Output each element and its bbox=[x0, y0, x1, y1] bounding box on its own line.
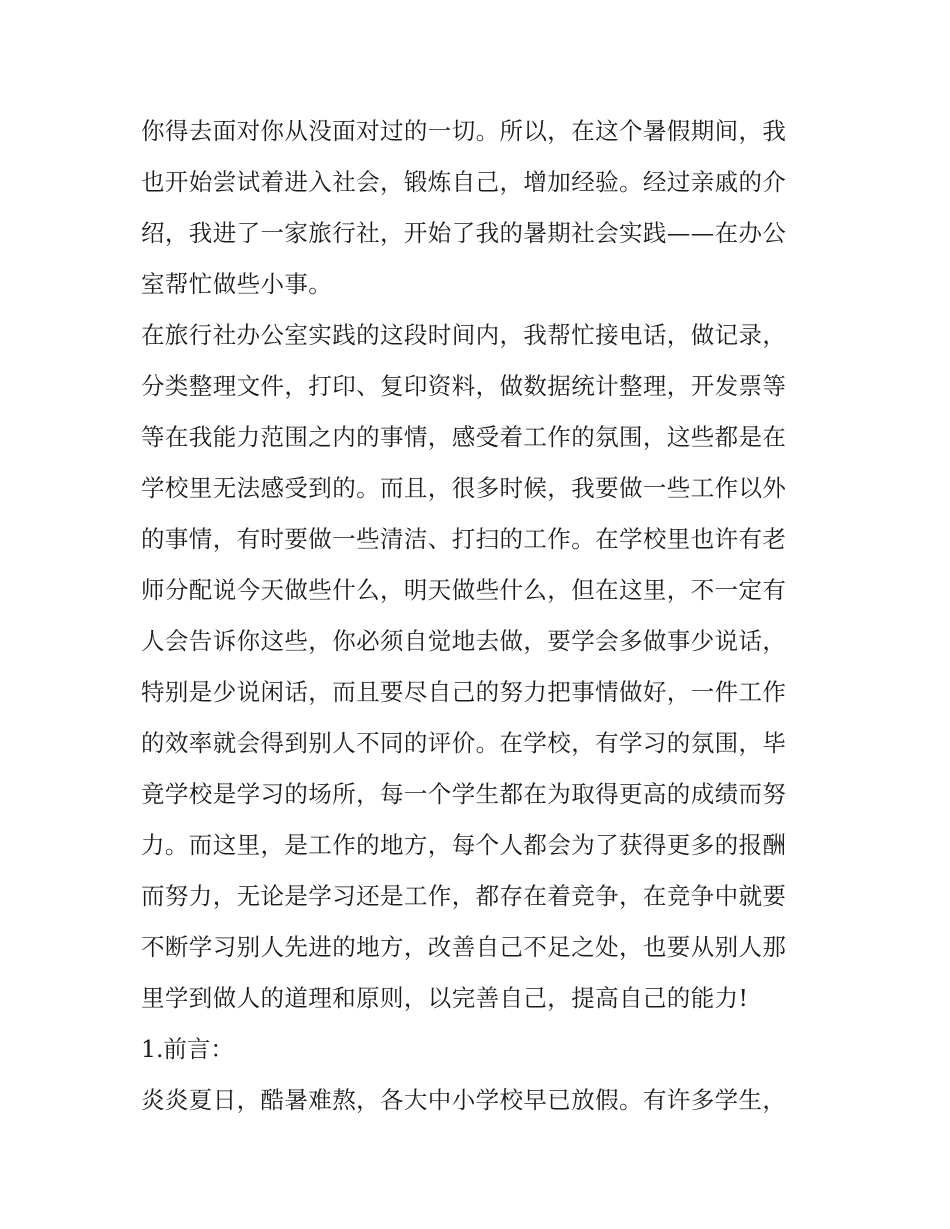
text-line: 室帮忙做些小事。 bbox=[141, 270, 333, 298]
text-line: 不断学习别人先进的地方，改善自己不足之处，也要从别人那 bbox=[141, 933, 787, 961]
text-line: 在旅行社办公室实践的这段时间内，我帮忙接电话，做记录， bbox=[141, 321, 787, 349]
text-line: 也开始尝试着进入社会，锻炼自己，增加经验。经过亲戚的介 bbox=[141, 168, 787, 196]
text-line: 的效率就会得到别人不同的评价。在学校，有学习的氛围，毕 bbox=[141, 729, 787, 757]
document-body bbox=[141, 106, 813, 1126]
section-heading: 1.前言： bbox=[141, 1035, 234, 1063]
text-line: 人会告诉你这些，你必须自觉地去做，要学会多做事少说话， bbox=[141, 627, 787, 655]
text-line: 竟学校是学习的场所，每一个学生都在为取得更高的成绩而努 bbox=[141, 780, 787, 808]
text-line: 而努力，无论是学习还是工作，都存在着竞争，在竞争中就要 bbox=[141, 882, 787, 910]
text-line: 学校里无法感受到的。而且，很多时候，我要做一些工作以外 bbox=[141, 474, 787, 502]
text-line: 分类整理文件，打印、复印资料，做数据统计整理，开发票等 bbox=[141, 372, 787, 400]
text-line: 炎炎夏日，酷暑难熬，各大中小学校早已放假。有许多学生， bbox=[141, 1086, 787, 1114]
text-line: 里学到做人的道理和原则，以完善自己，提高自己的能力! bbox=[141, 984, 749, 1012]
text-line: 特别是少说闲话，而且要尽自己的努力把事情做好，一件工作 bbox=[141, 678, 787, 706]
text-line: 等在我能力范围之内的事情，感受着工作的氛围，这些都是在 bbox=[141, 423, 787, 451]
text-line: 力。而这里，是工作的地方，每个人都会为了获得更多的报酬 bbox=[141, 831, 787, 859]
text-line: 绍，我进了一家旅行社，开始了我的暑期社会实践——在办公 bbox=[141, 219, 787, 247]
text-line: 你得去面对你从没面对过的一切。所以，在这个暑假期间，我 bbox=[141, 117, 787, 145]
text-line: 师分配说今天做些什么，明天做些什么，但在这里，不一定有 bbox=[141, 576, 787, 604]
text-line: 的事情，有时要做一些清洁、打扫的工作。在学校里也许有老 bbox=[141, 525, 787, 553]
